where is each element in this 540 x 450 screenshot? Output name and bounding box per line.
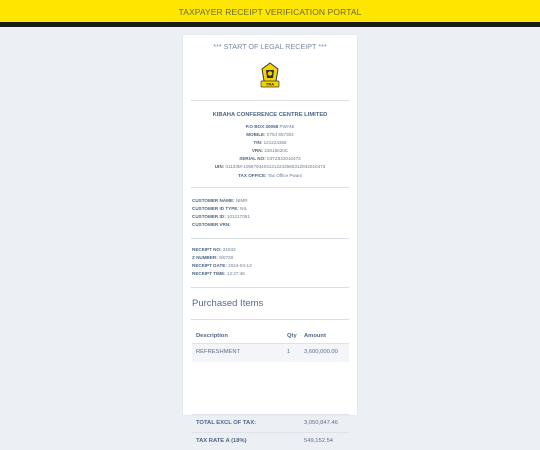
issuer-serial: SERIAL NO: 03TZ842010473 (239, 156, 301, 162)
issuer-vrn: VRN: 23015620C (251, 148, 289, 154)
col-qty: Qty (287, 333, 297, 339)
receipt-date: RECEIPT DATE: 2024-04-13 (192, 263, 252, 269)
receipt-start-label: *** START OF LEGAL RECEIPT *** (213, 42, 327, 51)
issuer-details (183, 123, 357, 180)
issuer-pobox: P.O BOX 30058 PWANI (245, 124, 295, 129)
tax-rate-label: TAX RATE A (18%) (196, 438, 247, 444)
header-divider (0, 22, 540, 27)
issuer-tin: TIN: 121224356 (253, 140, 287, 146)
total-excl-tax-value: 3,050,847.46 (304, 420, 338, 426)
divider (191, 319, 349, 320)
col-description: Description (196, 333, 228, 339)
issuer-uin: UIN: 01133M-1058793404121224356031Z842010473 (214, 164, 326, 170)
purchased-items-title: Purchased Items (192, 298, 264, 309)
divider (191, 100, 349, 101)
portal-header (0, 0, 540, 22)
customer-details (192, 197, 250, 229)
company-name: KIBAHA CONFERENCE CENTRE LIMITED (212, 112, 328, 118)
divider (191, 238, 349, 239)
customer-vrn: CUSTOMER VRN: (192, 222, 231, 228)
item-description: REFRESHMENT (196, 349, 241, 355)
col-amount: Amount (304, 333, 326, 339)
receipt-time: RECEIPT TIME: 12:27:46 (192, 271, 245, 277)
issuer-mobile: MOBILE: 0754 657302 (246, 132, 294, 138)
totals-table (192, 414, 349, 450)
portal-title: TAXPAYER RECEIPT VERIFICATION PORTAL (178, 7, 362, 17)
issuer-tax-office: TAX OFFICE: Tax Office Pwani (238, 172, 302, 178)
z-number: Z NUMBER: 9/0728 (192, 255, 234, 261)
divider (191, 287, 349, 288)
tra-logo-icon (258, 61, 282, 89)
customer-id-type: CUSTOMER ID TYPE: NIL (192, 206, 248, 212)
receipt-number: RECEIPT NO: 31532 (192, 247, 236, 252)
item-amount: 3,600,000.00 (304, 349, 338, 355)
items-header-row (192, 328, 349, 344)
receipt-card (183, 35, 357, 444)
receipt-meta (192, 246, 252, 278)
tax-rate-value: 549,152.54 (304, 438, 334, 444)
customer-name: CUSTOMER NAME: NIMR (192, 198, 248, 203)
items-table (192, 328, 349, 362)
item-qty: 1 (287, 349, 291, 355)
divider (191, 187, 349, 188)
tax-rate-row (192, 432, 349, 450)
table-row (192, 344, 349, 362)
total-excl-tax-label: TOTAL EXCL OF TAX: (196, 420, 257, 426)
logo-text: TRA (265, 81, 275, 87)
total-excl-tax-row (192, 414, 349, 432)
customer-id: CUSTOMER ID: 101217051 (192, 214, 250, 220)
